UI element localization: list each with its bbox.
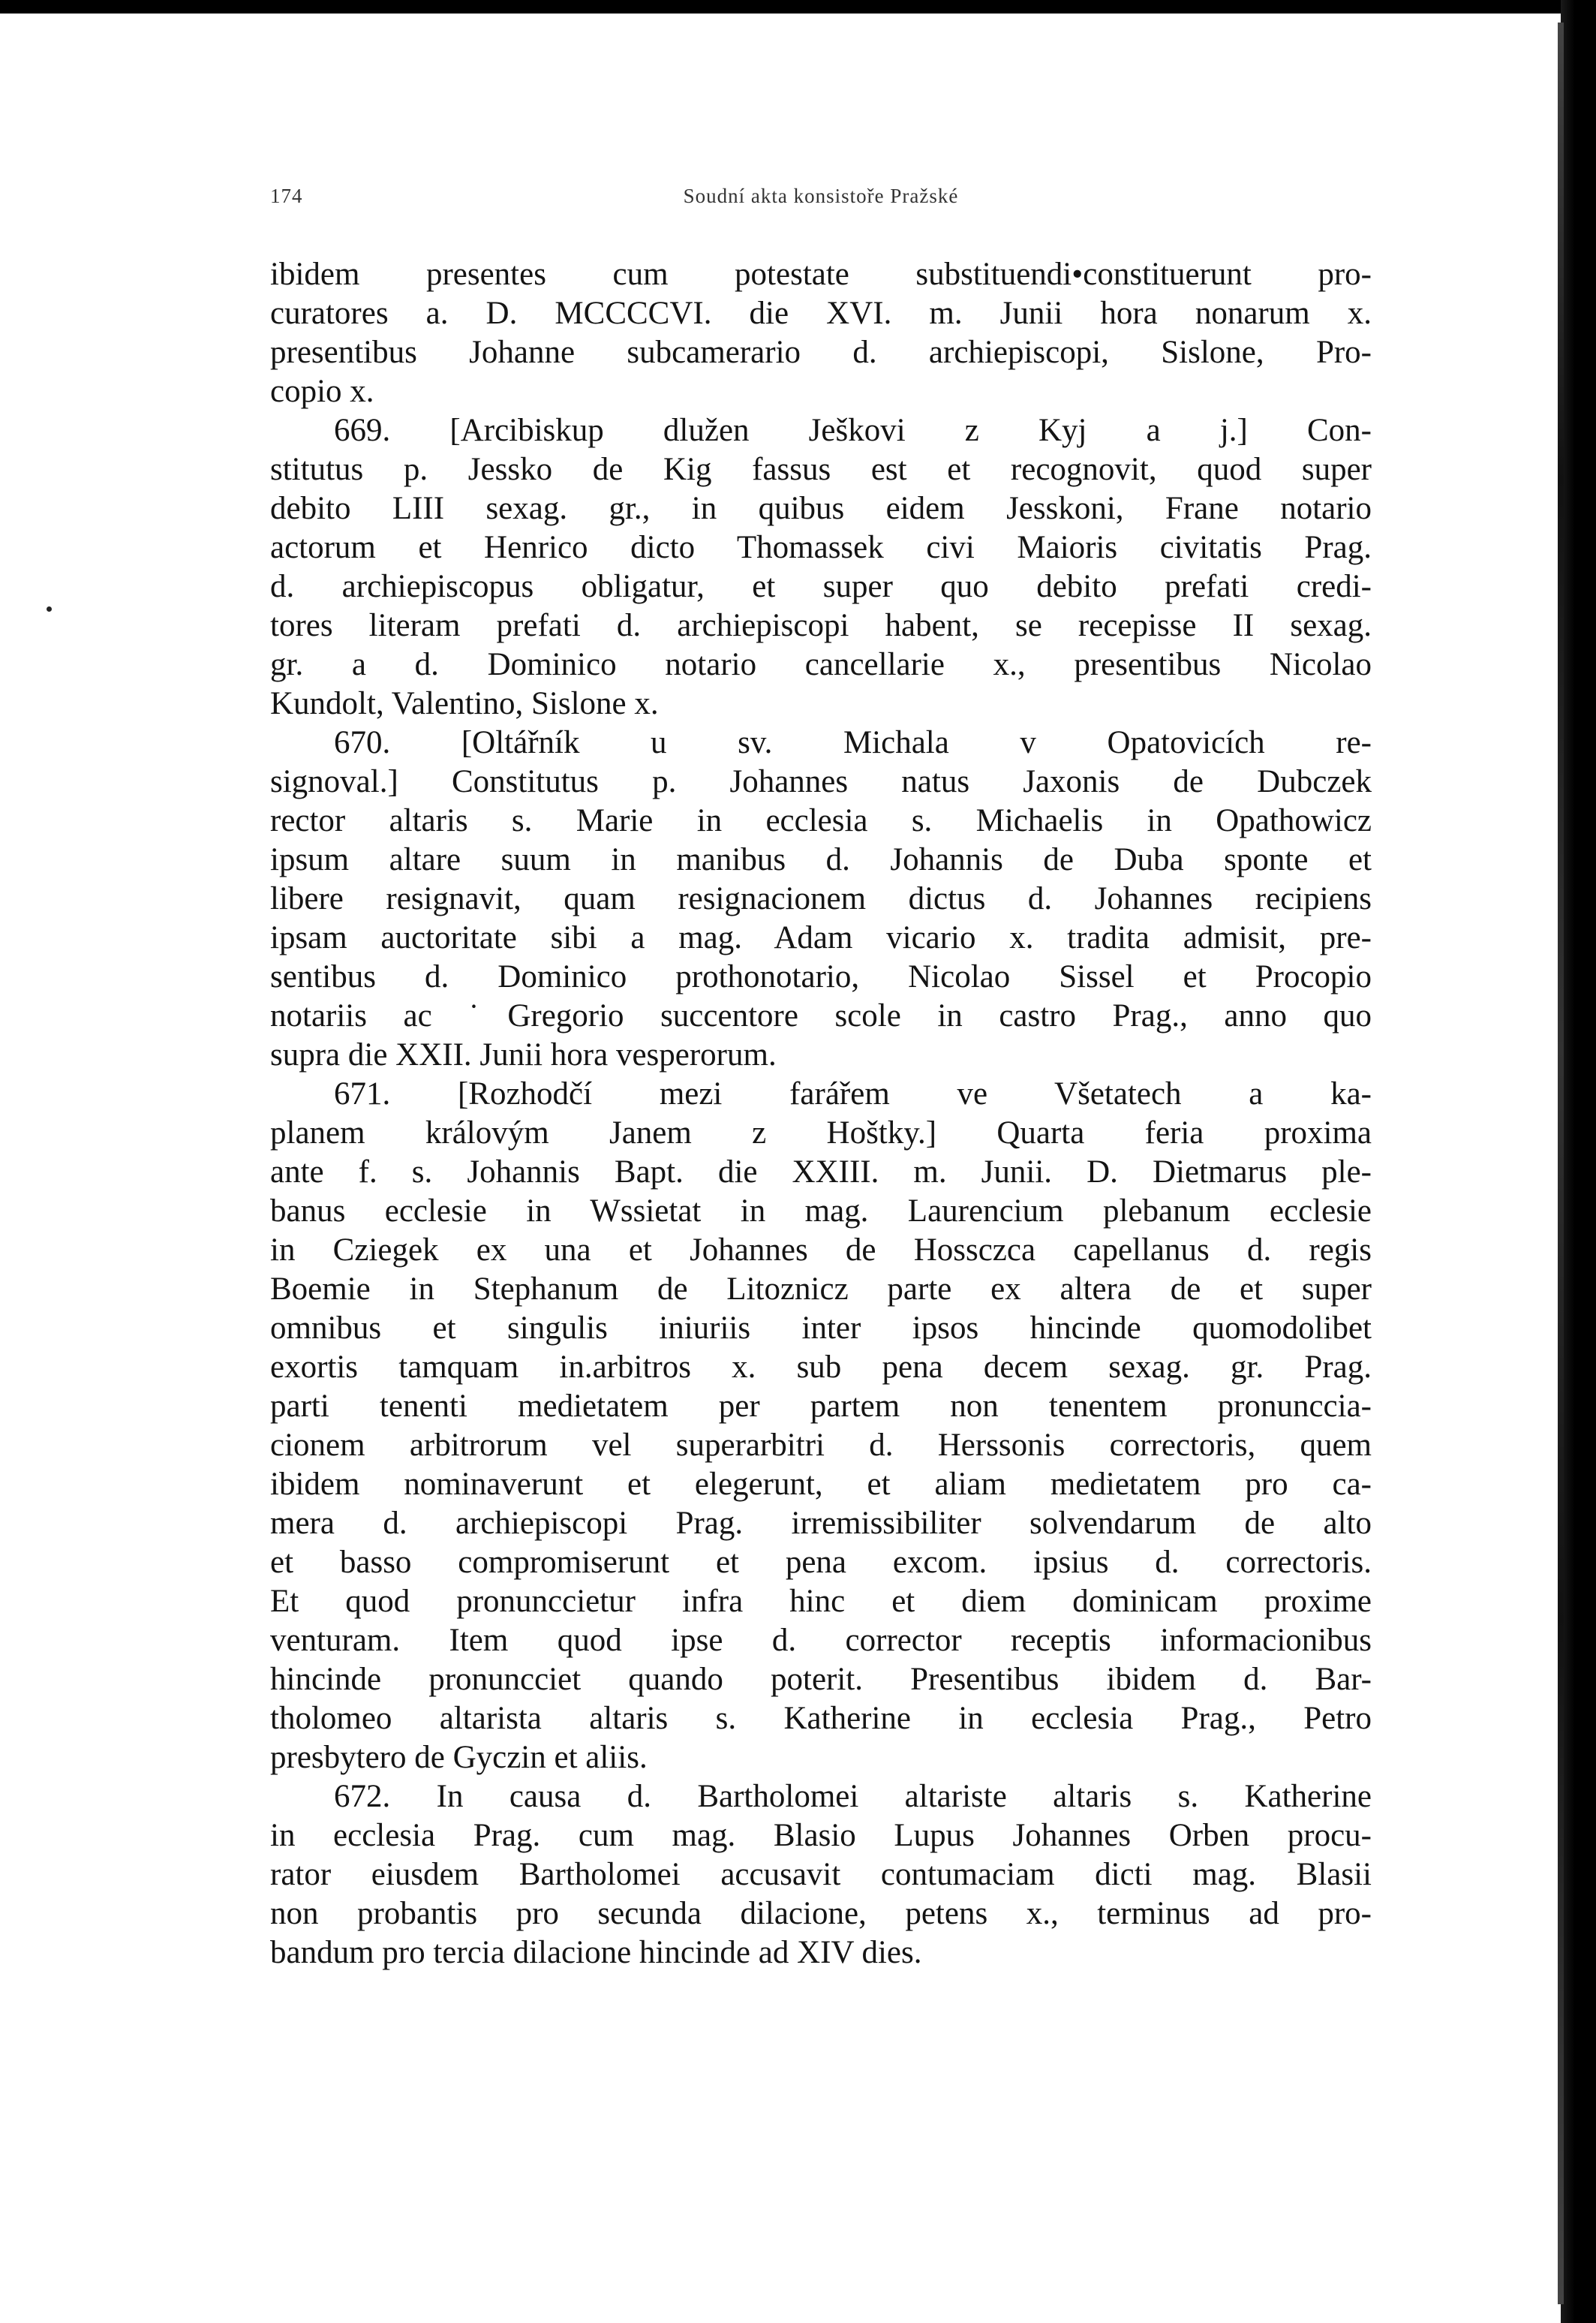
text-line: exortis tamquam in.arbitros x. sub pena decem sexag. gr. Prag. xyxy=(270,1350,1372,1385)
text-line: banus ecclesie in Wssietat in mag. Laurencium plebanum ecclesie xyxy=(270,1193,1372,1229)
text-line: venturam. Item quod ipse d. corrector receptis informacionibus xyxy=(270,1623,1372,1658)
text-line: hincinde pronuncciet quando poterit. Presentibus ibidem d. Bar- xyxy=(270,1662,1372,1697)
text-line: sentibus d. Dominico prothonotario, Nicolao Sissel et Procopio xyxy=(270,959,1372,994)
text-line: curatores a. D. MCCCCVI. die XVI. m. Junii hora nonarum x. xyxy=(270,296,1372,331)
text-line: non probantis pro secunda dilacione, petens x., terminus ad pro- xyxy=(270,1896,1372,1931)
text-line: 670. [Oltářník u sv. Michala v Opatovicích re- xyxy=(334,725,1372,760)
text-line: d. archiepiscopus obligatur, et super quo debito prefati credi- xyxy=(270,569,1372,604)
text-line: 669. [Arcibiskup dlužen Ješkovi z Kyj a j.] Con- xyxy=(334,413,1372,448)
text-line: parti tenenti medietatem per partem non tenentem pronunccia- xyxy=(270,1389,1372,1424)
text-line: presbytero de Gyczin et aliis. xyxy=(270,1740,648,1775)
text-line: cionem arbitrorum vel superarbitri d. Herssonis correctoris, quem xyxy=(270,1428,1372,1463)
text-line: gr. a d. Dominico notario cancellarie x., presentibus Nicolao xyxy=(270,647,1372,682)
text-line: mera d. archiepiscopi Prag. irremissibiliter solvendarum de alto xyxy=(270,1506,1372,1541)
text-line: Kundolt, Valentino, Sislone x. xyxy=(270,686,659,721)
text-line: tores literam prefati d. archiepiscopi habent, se recepisse II sexag. xyxy=(270,608,1372,643)
margin-speck xyxy=(47,606,52,612)
running-header xyxy=(270,185,1372,215)
text-line: et basso compromiserunt et pena excom. ipsius d. correctoris. xyxy=(270,1545,1372,1580)
text-line: Boemie in Stephanum de Litoznicz parte ex altera de et super xyxy=(270,1271,1372,1307)
text-line: debito LIII sexag. gr., in quibus eidem Jesskoni, Frane notario xyxy=(270,491,1372,526)
text-line: in ecclesia Prag. cum mag. Blasio Lupus Johannes Orben procu- xyxy=(270,1818,1372,1853)
text-line: stitutus p. Jessko de Kig fassus est et recognovit, quod super xyxy=(270,452,1372,487)
text-line: omnibus et singulis iniuriis inter ipsos hincinde quomodolibet xyxy=(270,1310,1372,1346)
text-line: ibidem presentes cum potestate substituendi•constituerunt pro- xyxy=(270,257,1372,292)
text-line: 672. In causa d. Bartholomei altariste altaris s. Katherine xyxy=(334,1779,1372,1814)
text-line: copio x. xyxy=(270,374,374,409)
page-edge xyxy=(1558,23,1564,2304)
book-spine-shadow xyxy=(1561,0,1596,2323)
text-line: libere resignavit, quam resignacionem dictus d. Johannes recipiens xyxy=(270,881,1372,916)
text-line: supra die XXII. Junii hora vesperorum. xyxy=(270,1037,777,1073)
text-line: rator eiusdem Bartholomei accusavit contumaciam dicti mag. Blasii xyxy=(270,1857,1372,1892)
page-number: 174 xyxy=(270,185,303,207)
document-body xyxy=(270,255,1372,1972)
text-line: 671. [Rozhodčí mezi farářem ve Všetatech a ka- xyxy=(334,1076,1372,1112)
running-title: Soudní akta konsistoře Pražské xyxy=(683,185,959,207)
text-line: planem královým Janem z Hoštky.] Quarta feria proxima xyxy=(270,1115,1372,1151)
text-line: notariis ac ˙Gregorio succentore scole in castro Prag., anno quo xyxy=(270,998,1372,1034)
text-line: ante f. s. Johannis Bapt. die XXIII. m. Junii. D. Dietmarus ple- xyxy=(270,1154,1372,1190)
text-line: presentibus Johanne subcamerario d. archiepiscopi, Sislone, Pro- xyxy=(270,335,1372,370)
text-line: in Cziegek ex una et Johannes de Hossczca capellanus d. regis xyxy=(270,1232,1372,1268)
text-line: rector altaris s. Marie in ecclesia s. Michaelis in Opathowicz xyxy=(270,803,1372,838)
text-line: Et quod pronunccietur infra hinc et diem dominicam proxime xyxy=(270,1584,1372,1619)
text-line: signoval.] Constitutus p. Johannes natus Jaxonis de Dubczek xyxy=(270,764,1372,799)
text-line: ipsum altare suum in manibus d. Johannis de Duba sponte et xyxy=(270,842,1372,877)
text-line: bandum pro tercia dilacione hincinde ad XIV dies. xyxy=(270,1935,922,1970)
text-line: ibidem nominaverunt et elegerunt, et aliam medietatem pro ca- xyxy=(270,1467,1372,1502)
text-line: tholomeo altarista altaris s. Katherine in ecclesia Prag., Petro xyxy=(270,1701,1372,1736)
text-line: actorum et Henrico dicto Thomassek civi Maioris civitatis Prag. xyxy=(270,530,1372,565)
text-line: ipsam auctoritate sibi a mag. Adam vicario x. tradita admisit, pre- xyxy=(270,920,1372,955)
